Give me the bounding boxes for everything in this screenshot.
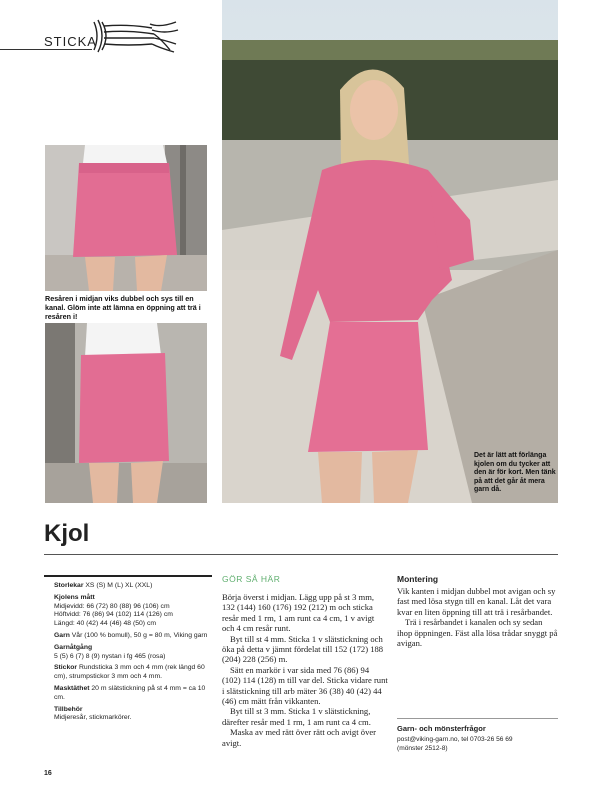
langd: Längd: 40 (42) 44 (46) 48 (50) cm (54, 620, 157, 628)
midjevidd: Midjevidd: 66 (72) 80 (88) 96 (106) cm (54, 602, 170, 610)
yarn-skein-icon (90, 16, 180, 56)
page-number: 16 (44, 770, 52, 777)
tillbehor-label: Tillbehör (54, 705, 83, 713)
materials-info (54, 582, 214, 723)
section-label: STICKA (44, 34, 97, 49)
instructions-heading: GÖR SÅ HÄR (222, 574, 281, 584)
montering-paragraph: Trä i resårbandet i kanalen och sy sedan ihop öppningen. Fäst alla lösa trådar snyggt på avigan. (397, 617, 558, 649)
storlekar-value: XS (S) M (L) XL (XXL) (85, 582, 153, 589)
info-top-rule (44, 575, 212, 577)
page-title: Kjol (44, 520, 90, 547)
photo-skirt-front (45, 145, 207, 291)
montering-paragraph: Vik kanten i midjan dubbel mot avigan och sy fast med lösa stygn till en kanal. Låt det vara kvar en liten öppning till att trä i resårbandet. (397, 586, 556, 617)
instruction-paragraph: Börja överst i midjan. Lägg upp på st 3 mm, 132 (144) 160 (176) 192 (212) m och sticka resår med 1 rm, 1 am runt ca 4 cm, 1 v avigt och 4 cm resår runt. (222, 592, 375, 634)
masktathet-label: Masktäthet (54, 684, 90, 692)
instructions-text (222, 592, 388, 748)
instruction-paragraph: Byt till st 3 mm. Sticka 1 v slätstickning, därefter resår med 1 rm, 1 am runt ca 4 cm. (222, 706, 371, 727)
instruction-paragraph: Maska av med rätt över rätt och avigt över avigt. (222, 727, 377, 748)
stickor-value: Rundsticka 3 mm och 4 mm (rek längd 60 cm), strumpstickor 3 mm och 4 mm. (54, 664, 205, 681)
garn-value: Vår (100 % bomull), 50 g = 80 m, Viking garn (71, 631, 208, 639)
hoftvidd: Höftvidd: 76 (86) 94 (102) 114 (126) cm (54, 611, 173, 619)
instruction-paragraph: Sätt en markör i var sida med 76 (86) 94 (102) 114 (128) m till var del. Sticka vidare runt i slätstickning till arb mäter 36 (38) 40 (42) 44 (46) cm mätt från vikkanten. (222, 664, 388, 707)
photo-model (222, 0, 558, 503)
pattern-number: (mönster 2512-8) (397, 744, 448, 752)
garnatgang-label: Garnåtgång (54, 643, 93, 651)
stickor-label: Stickor (54, 664, 78, 672)
contact-email-phone: post@viking-garn.no, tel 0703-26 56 69 (397, 736, 513, 743)
instruction-paragraph: Byt till st 4 mm. Sticka 1 v slätstickning och öka på detta v jämnt fördelat till 152 (172) 188 (204) 228 (256) m. (222, 633, 384, 665)
garn-label: Garn (54, 631, 70, 639)
tillbehor-value: Midjeresår, stickmarkörer. (54, 714, 132, 722)
title-rule (44, 554, 558, 555)
montering-heading: Montering (397, 574, 439, 584)
matt-label: Kjolens mått (54, 593, 95, 601)
contact-heading: Garn- och mönsterfrågor (397, 724, 486, 733)
header-rule (0, 49, 92, 50)
waistband-caption: Resåren i midjan viks dubbel och sys till en kanal. Glöm inte att lämna en öppning att trä i resåren i! (45, 294, 201, 321)
garnatgang-value: 5 (5) 6 (7) 8 (9) nystan i fg 465 (rosa) (54, 652, 166, 660)
contact-info (397, 736, 567, 753)
photo-skirt-back (45, 323, 207, 503)
length-caption: Det är lätt att förlänga kjolen om du tycker att den är för kort. Men tänk på att det går åt mera garn då. (474, 452, 556, 494)
masktathet-value: 20 m slätstickning på st 4 mm = ca 10 cm. (54, 684, 206, 701)
contact-rule (397, 718, 558, 719)
montering-text (397, 586, 559, 648)
storlekar-label: Storlekar (54, 582, 84, 589)
